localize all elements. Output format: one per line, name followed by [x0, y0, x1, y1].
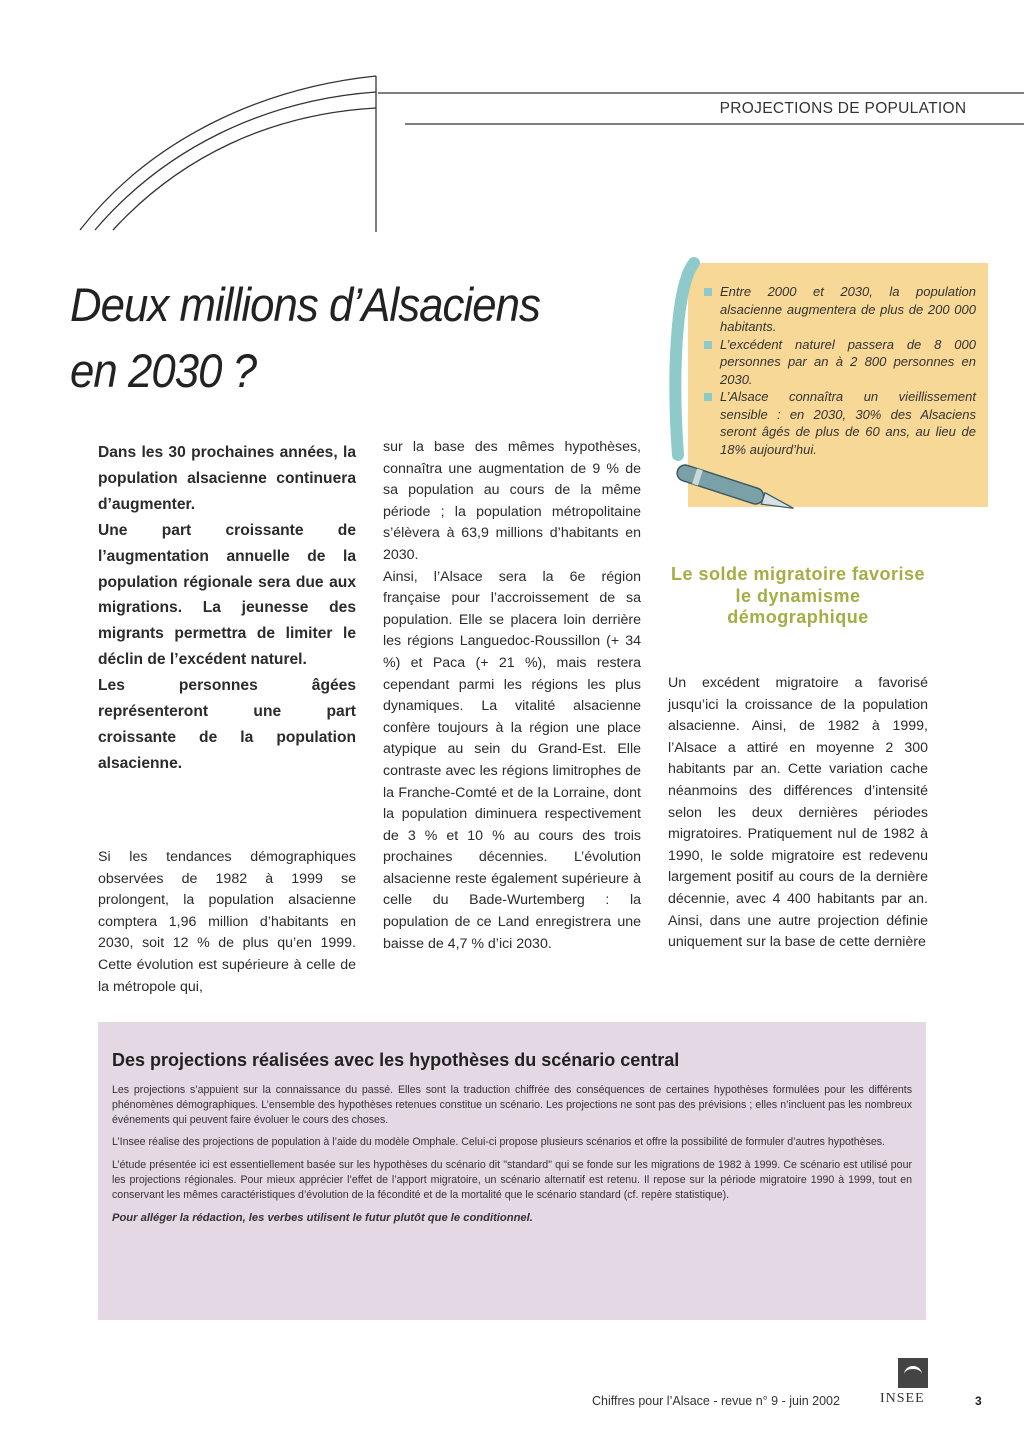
- page-number: 3: [975, 1394, 982, 1408]
- box-note: Pour alléger la rédaction, les verbes utilisent le futur plutôt que le conditionnel.: [112, 1211, 533, 1224]
- methodology-box: [98, 1022, 926, 1320]
- lead-paragraph: Dans les 30 prochaines années, la population alsacienne continuera d’augmenter. Une part croissante de l’augmentation annuelle de la population régionale sera due aux migrations. La jeunesse des migrants permettra de limiter le déclin de l’excédent naturel. Les personnes âgées représenteront une part croissante de la population alsacienne.: [98, 444, 356, 772]
- page-title: [70, 272, 609, 404]
- decorative-arcs: [0, 0, 1024, 270]
- key-point: Entre 2000 et 2030, la population alsacienne augmentera de plus de 200 000 habitants.: [704, 283, 976, 336]
- section-subheading: Le solde migratoire favorise le dynamisme démographique: [670, 564, 926, 627]
- key-point: L’excédent naturel passera de 8 000 personnes par an à 2 800 personnes en 2030.: [704, 336, 976, 389]
- fountain-pen-icon: [664, 255, 814, 525]
- key-point: L’Alsace connaîtra un vieillissement sensible : en 2030, 30% des Alsaciens seront âgés de plus de 60 ans, au lieu de 18% aujourd’hui.: [704, 388, 976, 458]
- body-column-2: sur la base des mêmes hypothèses, connaîtra une augmentation de 9 % de sa population au cours de la même période ; la population métropolitaine s’élèvera à 63,9 millions d’habitants en 2030. Ainsi, l’Alsace sera la 6e région française pour l’accroissement de sa population. Elle se placera loin derrière les régions Languedoc-Roussillon (+ 34 %) et Paca (+ 21 %), mais restera cependant parmi les régions les plus dynamiques. La vitalité alsacienne confère toujours à la région une place atypique au sein du Grand-Est. Elle contraste avec les régions limitrophes de la Franche-Comté et de la Lorraine, dont la population diminuera respectivement de 3 % et 10 % au cours des trois prochaines décennies. L’évolution alsacienne reste également supérieure à celle du Bade-Wurtemberg : la population de ce Land enregistrera une baisse de 4,7 % d’ici 2030.: [383, 439, 641, 952]
- body-column-1: Si les tendances démographiques observées de 1982 à 1999 se prolongent, la population alsacienne comptera 1,96 million d’habitants en 2030, soit 12 % de plus qu’en 1999. Cette évolution est supérieure à celle de la métropole qui,: [98, 849, 356, 995]
- title-line-1: Deux millions d’Alsaciens: [70, 278, 540, 331]
- section-label: PROJECTIONS DE POPULATION: [719, 100, 967, 117]
- title-line-2: en 2030 ?: [70, 344, 257, 397]
- body-column-3: Un excédent migratoire a favorisé jusqu’ici la croissance de la population alsacienne. Ainsi, de 1982 à 1999, l’Alsace a attiré en moyenne 2 300 habitants par an. Cette variation cache néanmoins des différences d’intensité selon les deux dernières périodes migratoires. Pratiquement nul de 1982 à 1990, le solde migratoire est redevenu largement positif au cours de la dernière décennie, avec 4 400 habitants par an. Ainsi, dans une autre projection définie uniquement sur la base de cette dernière: [668, 675, 928, 951]
- insee-logo: [880, 1358, 930, 1418]
- logo-mark-icon: [898, 1358, 928, 1388]
- box-title: Des projections réalisées avec les hypothèses du scénario central: [112, 1050, 680, 1070]
- logo-text: INSEE: [880, 1391, 925, 1406]
- footer-citation: Chiffres pour l’Alsace - revue n° 9 - juin 2002: [592, 1394, 840, 1408]
- box-body: Les projections s’appuient sur la connaissance du passé. Elles sont la traduction chiffrée des conséquences de certaines hypothèses formulées pour les différents phénomènes démographiques. L’ensemble des hypothèses retenues constitue un scénario. Les projections ne sont pas des prévisions ; elles n’incluent pas les nombreux événements qui peuvent faire évoluer le cours des choses. L’Insee réalise des projections de population à l’aide du modèle Omphale. Celui-ci propose plusieurs scénarios et offre la possibilité de formuler d’autres hypothèses. L’étude présentée ici est essentiellement basée sur les hypothèses du scénario dit "standard" qui se fonde sur les migrations de 1982 à 1999. Ce scénario est utilisé pour les projections régionales. Pour mieux apprécier l’effet de l’apport migratoire, un scénario alternatif est retenu. Il repose sur la période migratoire 1990 à 1999, tout en conservant les mêmes caractéristiques d’évolution de la fécondité et de la mortalité que le scénario standard (cf. repère statistique). Pour alléger la rédaction, les verbes utilisent le futur plutôt que le conditionnel.: [112, 1084, 912, 1224]
